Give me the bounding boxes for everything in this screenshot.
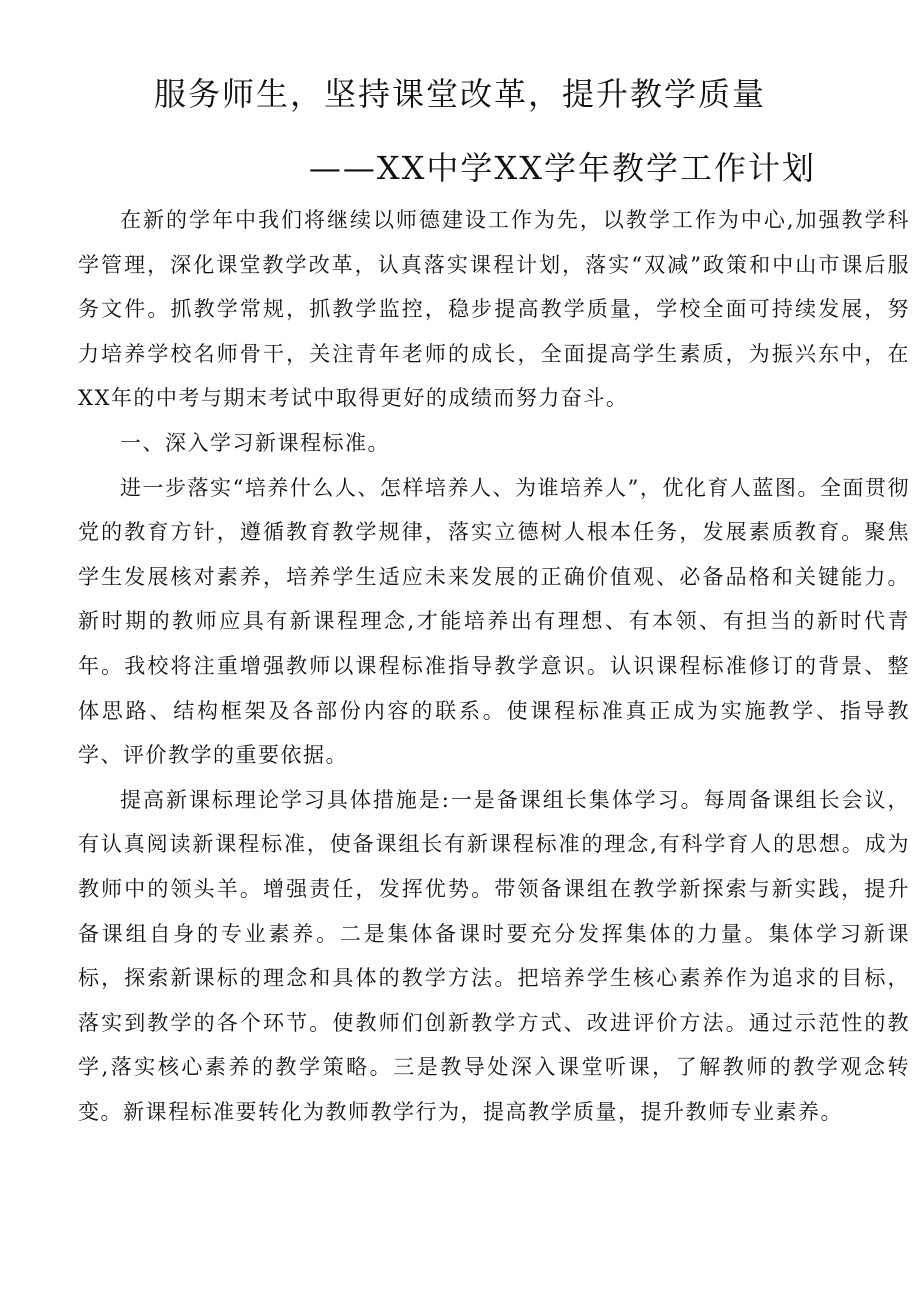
document-title: 服务师生，坚持课堂改革，提升教学质量 [153,75,766,113]
document-body [78,198,910,1134]
document-subtitle: ——XX中学XX学年教学工作计划 [308,149,816,187]
paragraph-measures: 提高新课标理论学习具体措施是:一是备课组长集体学习。每周备课组长会议，有认真阅读新课程标准，使备课组长有新课程标准的理念,有科学育人的思想。成为教师中的领头羊。增强责任，发挥优势。带领备课组在教学新探索与新实践，提升备课组自身的专业素养。二是集体备课时要充分发挥集体的力量。集体学习新课标，探索新课标的理念和具体的教学方法。把培养学生核心素养作为追求的目标，落实到教学的各个环节。使教师们创新教学方式、改进评价方法。通过示范性的教学,落实核心素养的教学策略。三是教导处深入课堂听课，了解教师的教学观念转变。新课程标准要转化为教师教学行为，提高教学质量，提升教师专业素养。 [78,787,910,1124]
paragraph-section-1: 进一步落实“培养什么人、怎样培养人、为谁培养人”，优化育人蓝图。全面贯彻党的教育方针，遵循教育教学规律，落实立德树人根本任务，发展素质教育。聚焦学生发展核对素养，培养学生适应未来发展的正确价值观、必备品格和关键能力。新时期的教师应具有新课程理念,才能培养出有理想、有本领、有担当的新时代青年。我校将注重增强教师以课程标准指导教学意识。认识课程标准修订的背景、整体思路、结构框架及各部份内容的联系。使课程标准真正成为实施教学、指导教学、评价教学的重要依据。 [78,475,910,768]
section-heading-1: 一、深入学习新课程标准。 [120,430,390,455]
paragraph-intro: 在新的学年中我们将继续以师德建设工作为先，以教学工作为中心,加强教学科学管理，深化课堂教学改革，认真落实课程计划，落实“双减”政策和中山市课后服务文件。抓教学常规，抓教学监控，稳步提高教学质量，学校全面可持续发展，努力培养学校名师骨干，关注青年老师的成长，全面提高学生素质，为振兴东中，在XX年的中考与期末考试中取得更好的成绩而努力奋斗。 [78,208,910,411]
